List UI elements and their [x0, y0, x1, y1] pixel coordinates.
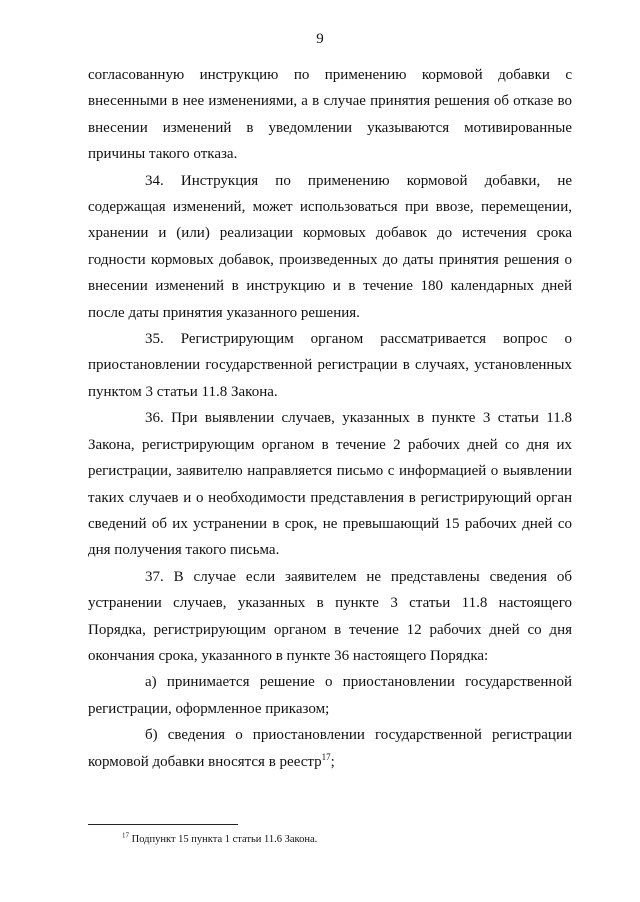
paragraph-35: 35. Регистрирующим органом рассматривается вопрос о приостановлении государственной регистрации в случаях, установленных пунктом 3 статьи 11.8 Закона. [88, 331, 572, 400]
footnote-reference[interactable]: 17 [321, 751, 331, 762]
subparagraph-a: а) принимается решение о приостановлении государственной регистрации, оформленное приказом; [88, 674, 572, 717]
paragraph-36: 36. При выявлении случаев, указанных в пункте 3 статьи 11.8 Закона, регистрирующим органом в течение 2 рабочих дней со дня их регистрации, заявителю направляется письмо с информацией о выявлении таких случаев и о необходимости представления в регистрирующий орган сведений об их устранении в срок, не превышающий 15 рабочих дней со дня получения такого письма. [88, 410, 572, 559]
subparagraph-b-text: б) сведения о приостановлении государственной регистрации кормовой добавки вносятся в реестр [88, 727, 572, 770]
footnote-divider [88, 824, 238, 825]
footnote [122, 833, 317, 847]
footnote-text: Подпункт 15 пункта 1 статьи 11.6 Закона. [129, 834, 318, 845]
paragraph-34: 34. Инструкция по применению кормовой добавки, не содержащая изменений, может использоваться при ввозе, перемещении, хранении и (или) реализации кормовых добавок до истечения срока годности кормовых добавок, произведенных до даты принятия решения о внесении изменений в инструкцию и в течение 180 календарных дней после даты принятия указанного решения. [88, 172, 572, 321]
subparagraph-b-end: ; [330, 753, 335, 770]
paragraph-37: 37. В случае если заявителем не представлены сведения об устранении случаев, указанных в пункте 3 статьи 11.8 настоящего Порядка, регистрирующим органом в течение 12 рабочих дней со дня окончания срока, указанного в пункте 36 настоящего Порядка: [88, 568, 572, 664]
page-number: 9 [316, 31, 324, 47]
subparagraph-b [88, 722, 572, 775]
document-body [88, 62, 572, 775]
footnote-marker: 17 [122, 831, 129, 840]
paragraph-33-continuation: согласованную инструкцию по применению кормовой добавки с внесенными в нее изменениями, а в случае принятия решения об отказе во внесении изменений в уведомлении указываются мотивированные причины такого отказа. [88, 67, 572, 163]
